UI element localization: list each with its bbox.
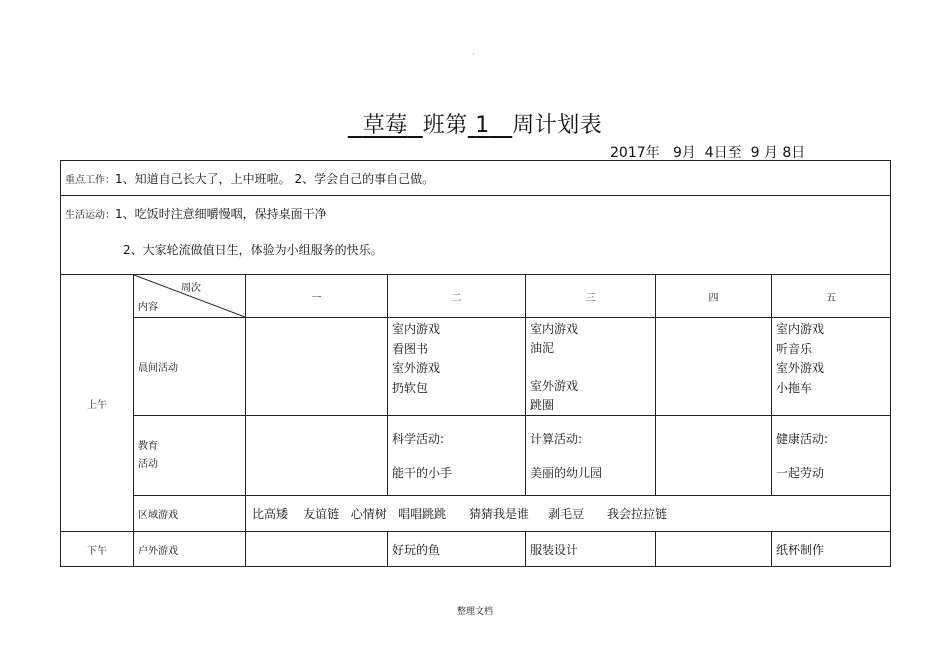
afternoon-label: 下午 [61,532,134,567]
date-range: 2017年 9月 4日至 9 月 8日 [610,145,806,161]
education-type: 健康活动: [776,431,829,446]
focus-cell [61,161,891,196]
list-item: 看图书 [392,341,429,356]
page-footer: 整理文档 [456,607,493,617]
education-type: 科学活动: [392,431,445,446]
focus-text: 1、知道自己长大了，上中班啦。 2、学会自己的事自己做。 [115,171,435,186]
class-suffix: 班第 [422,113,468,138]
focus-label: 重点工作： [65,174,115,186]
list-item: 小拖车 [776,380,813,395]
list-item: 室内游戏 [530,322,579,336]
list-item: 室外游戏 [530,379,579,393]
education-type: 计算活动: [530,431,583,446]
header-row [61,275,891,318]
corner-top-label: 周次 [181,283,201,294]
education-day-3 [526,416,656,496]
life-row [61,196,891,275]
morning-activity-day-2 [388,318,526,416]
education-label-line-2: 活动 [138,458,158,470]
list-item: 扔软包 [392,380,429,395]
week-number: 1 [475,113,490,138]
list-item: 室外游戏 [392,361,441,375]
day-header-5: 五 [772,275,891,318]
life-line-1: 1、吃饭时注意细嚼慢咽，保持桌面干净 [115,207,327,221]
list-item: 室内游戏 [392,322,441,336]
focus-row [61,161,891,196]
education-day-1 [246,416,388,496]
morning-activity-day-1 [246,318,388,416]
morning-activity-row [61,318,891,416]
education-row [61,416,891,496]
education-label [134,416,246,496]
morning-activity-day-5 [772,318,891,416]
list-item: 室内游戏 [776,322,825,336]
list-item: 跳圈 [530,398,555,412]
day-header-4: 四 [656,275,772,318]
page-dot: · [472,50,475,59]
title-tail: 周计划表 [512,113,603,138]
day-header-3: 三 [526,275,656,318]
area-games-text: 比高矮 友谊链 心情树 唱唱跳跳 猜猜我是谁 剥毛豆 我会拉拉链 [246,496,891,532]
outdoor-day-3: 服装设计 [526,532,656,567]
morning-activity-day-4 [656,318,772,416]
education-day-4 [656,416,772,496]
education-topic: 一起劳动 [776,465,825,480]
life-cell [61,196,891,275]
education-day-2 [388,416,526,496]
list-item: 听音乐 [776,341,813,356]
life-line-2: 2、大家轮流做值日生，体验为小组服务的快乐。 [123,243,383,257]
area-games-label: 区域游戏 [134,496,246,532]
outdoor-day-2: 好玩的鱼 [388,532,526,567]
weekly-plan-table [60,160,891,567]
page-title [0,108,950,139]
education-label-line-1: 教育 [138,440,158,452]
corner-bottom-label: 内容 [138,302,158,313]
morning-activity-label: 晨间活动 [134,318,246,416]
education-topic: 能干的小手 [392,465,453,480]
life-label: 生活运动： [65,210,115,221]
list-item: 室外游戏 [776,361,825,375]
morning-label: 上午 [61,275,134,532]
outdoor-label: 户外游戏 [134,532,246,567]
corner-cell [134,275,246,318]
outdoor-day-5: 纸杯制作 [772,532,891,567]
education-day-5 [772,416,891,496]
day-header-1: 一 [246,275,388,318]
morning-activity-day-3 [526,318,656,416]
outdoor-day-1 [246,532,388,567]
list-item: 油泥 [530,341,555,355]
area-games-row [61,496,891,532]
afternoon-row [61,532,891,567]
day-header-2: 二 [388,275,526,318]
education-topic: 美丽的幼儿园 [530,465,603,480]
class-name: 草莓 [362,113,408,138]
list-spacer [530,358,651,377]
outdoor-day-4 [656,532,772,567]
